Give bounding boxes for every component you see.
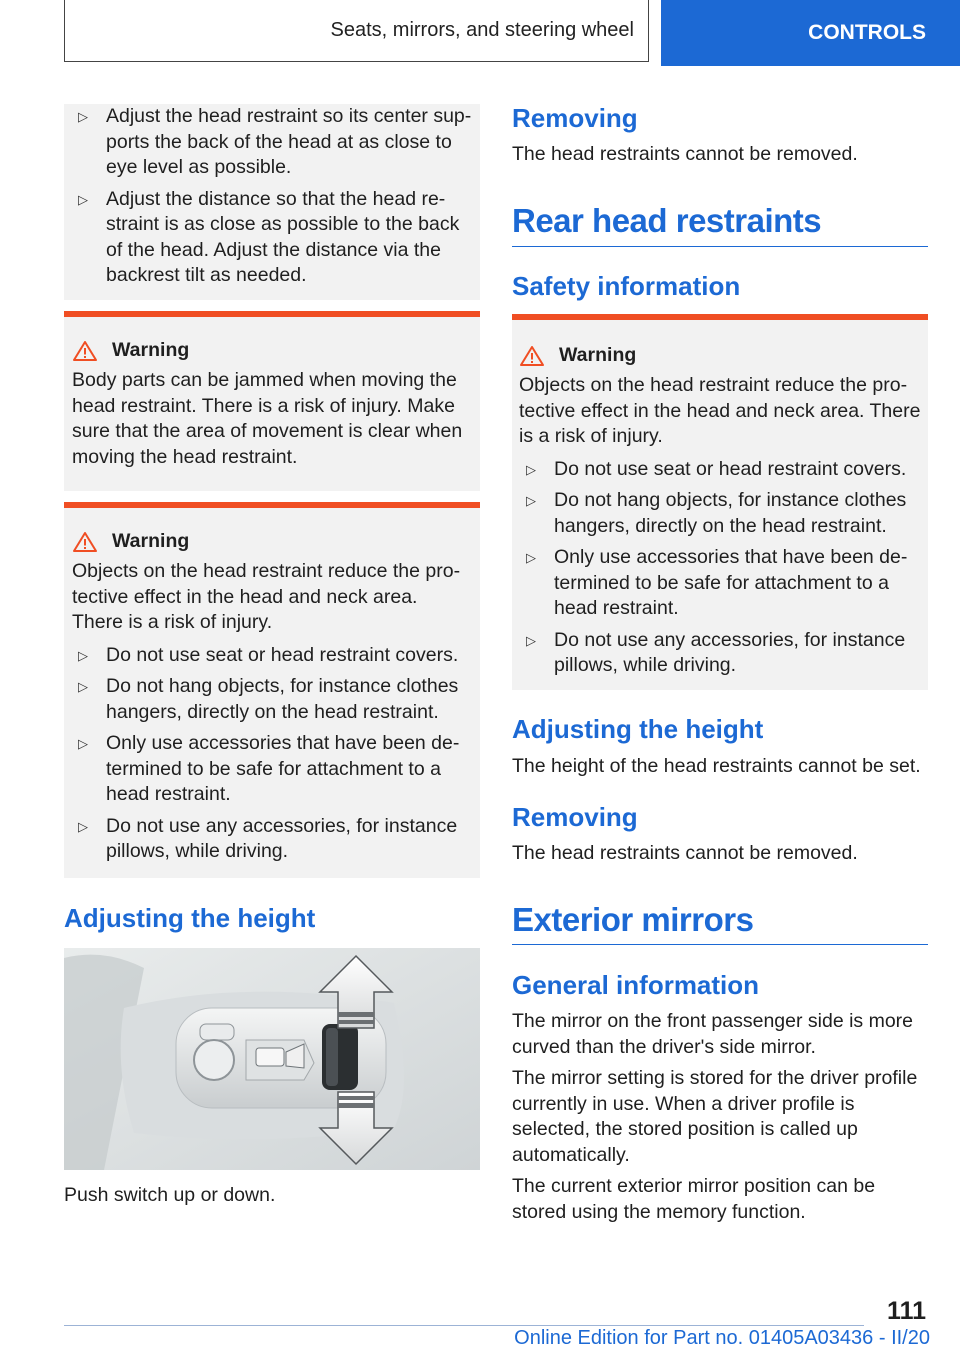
intro-instructions-box	[64, 104, 480, 300]
bullet-icon: ▷	[526, 550, 536, 565]
warning-triangle-icon	[519, 345, 545, 367]
seat-switch-illustration	[64, 948, 480, 1170]
chapter-title: CONTROLS	[808, 21, 926, 44]
warning-bullet-list	[512, 457, 921, 679]
heading-divider	[512, 944, 928, 945]
general-info-text	[512, 1009, 930, 1225]
section-heading-removing-rear: Removing	[512, 802, 638, 832]
bullet-icon: ▷	[78, 191, 88, 207]
list-item: ▷ Only use accessories that have been de‐termined to be safe for attachment to a head restraint.	[526, 546, 908, 619]
paragraph: The current exterior mirror position can be stored using the memory function.	[512, 1175, 876, 1223]
removing-text-rear: The head restraints cannot be removed.	[512, 842, 858, 864]
warning-triangle-icon	[72, 340, 98, 362]
list-item: ▷ Only use accessories that have been de‐termined to be safe for attachment to a head restraint.	[78, 732, 460, 805]
warning-title: Warning	[519, 344, 921, 367]
section-heading-adjusting-height: Adjusting the height	[64, 903, 316, 933]
warning-text: Objects on the head restraint reduce the pro‐tective effect in the head and neck area. There is a risk of injury.	[519, 374, 921, 447]
warning-title: Warning	[72, 339, 472, 362]
bullet-icon: ▷	[78, 679, 88, 694]
list-item: ▷ Do not use any accessories, for instance pillows, while driving.	[526, 628, 906, 676]
warning-title: Warning	[72, 530, 472, 553]
warning-text: Body parts can be jammed when moving the head restraint. There is a risk of injury. Make sure that the area of movement is clear when moving the head restraint.	[72, 369, 463, 468]
section-heading-general-information: General information	[512, 970, 760, 1000]
footer-divider	[64, 1325, 864, 1326]
list-item: ▷ Do not hang objects, for instance clothes hangers, directly on the head restraint.	[78, 675, 459, 723]
section-title: Seats, mirrors, and steering wheel	[330, 19, 634, 41]
removing-text: The head restraints cannot be removed.	[512, 143, 858, 165]
list-item: ▷ Do not use seat or head restraint covers.	[64, 643, 472, 669]
figure-caption: Push switch up or down.	[64, 1184, 276, 1206]
list-item: ▷ Adjust the head restraint so its center sup‐ports the back of the head at as close to eye level as possible.	[78, 105, 472, 178]
bullet-icon: ▷	[526, 493, 536, 508]
intro-bullet-list	[64, 104, 480, 289]
bullet-icon: ▷	[526, 632, 536, 648]
seat-switch-figure	[64, 948, 480, 1170]
list-item: ▷ Do not hang objects, for instance clothes hangers, directly on the head restraint.	[526, 489, 907, 537]
warning-text: Objects on the head restraint reduce the pro‐tective effect in the head and neck area. There is a risk of injury.	[72, 560, 461, 633]
bullet-icon: ▷	[78, 647, 88, 663]
bullet-icon: ▷	[78, 818, 88, 834]
adjusting-text: The height of the head restraints cannot be set.	[512, 755, 921, 777]
chapter-heading-rear-head-restraints: Rear head restraints	[512, 202, 822, 239]
running-header-section	[64, 0, 649, 62]
chapter-heading-exterior-mirrors: Exterior mirrors	[512, 901, 754, 938]
warning-box-jamming	[64, 311, 480, 491]
list-item: ▷ Do not use any accessories, for instance pillows, while driving.	[78, 814, 458, 862]
edition-footer: Online Edition for Part no. 01405A03436 - II/20	[514, 1327, 930, 1349]
bullet-icon: ▷	[78, 109, 88, 124]
warning-box-objects	[64, 502, 480, 878]
section-heading-safety-information: Safety information	[512, 271, 741, 301]
list-item: ▷ Adjust the distance so that the head re‐straint is as close as possible to the back of the head. Adjust the distance via the backrest tilt as needed.	[78, 187, 460, 286]
paragraph: The mirror on the front passenger side is more curved than the driver's side mirror.	[512, 1010, 914, 1058]
chapter-tab	[661, 0, 960, 66]
warning-box-objects-rear	[512, 314, 928, 690]
page-number: 111	[887, 1297, 926, 1325]
list-item: ▷ Do not use seat or head restraint covers.	[512, 457, 921, 483]
bullet-icon: ▷	[78, 736, 88, 751]
warning-triangle-icon	[72, 531, 98, 553]
bullet-icon: ▷	[526, 461, 536, 477]
paragraph: The mirror setting is stored for the driver profile currently in use. When a driver profile is selected, the stored position is called up automatically.	[512, 1067, 918, 1166]
section-heading-adjusting-height-rear: Adjusting the height	[512, 714, 764, 744]
section-heading-removing: Removing	[512, 103, 638, 133]
heading-divider	[512, 246, 928, 247]
warning-bullet-list	[64, 643, 472, 865]
